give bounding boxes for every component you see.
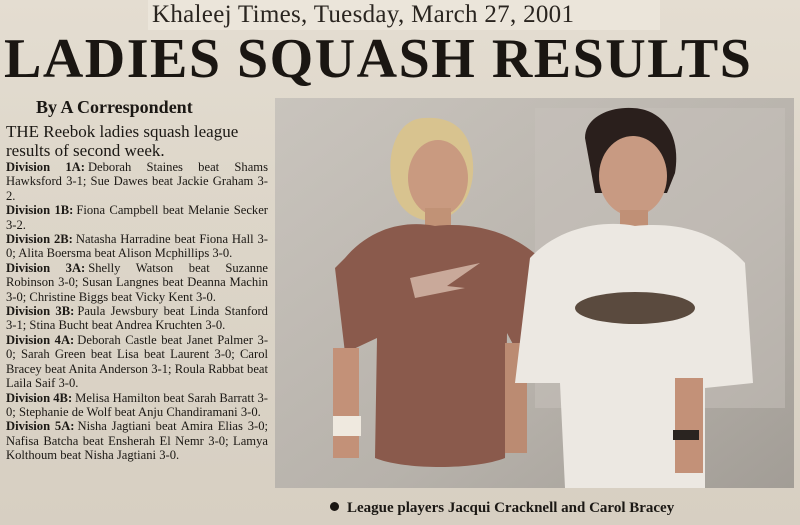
result-text: Nisha Jagtiani beat Amira Elias 3-0; Nafisa Batcha beat Ensherah El Nemr 3-0; Lamya Kolthoum beat Nisha Jagtiani 3-0. — [6, 419, 268, 463]
division-label: Division 3A: — [6, 260, 86, 275]
result-text: Deborah Staines beat Shams Hawksford 3-1; Sue Dawes beat Jackie Graham 3-2. — [6, 160, 268, 203]
right-player-watch — [673, 430, 699, 440]
division-label: Division 1B: — [6, 203, 74, 218]
result-item — [6, 203, 268, 232]
result-item — [6, 391, 268, 420]
result-text: Shelly Watson beat Suzanne Robinson 3-0; Susan Langnes beat Deanna Machin 3-0; Christine Biggs beat Vicky Kent 3-0. — [6, 260, 268, 304]
result-item — [6, 304, 268, 333]
division-label: Division 4A: — [6, 332, 75, 347]
division-label: Division 1A: — [6, 160, 85, 174]
caption-bullet — [330, 502, 339, 511]
division-label: Division 4B: — [6, 390, 73, 405]
headline: LADIES SQUASH RESULTS — [4, 28, 753, 90]
result-text: Fiona Campbell beat Melanie Secker 3-2. — [6, 203, 268, 232]
photo-caption — [330, 497, 790, 519]
result-item — [6, 261, 268, 304]
players-photo — [275, 98, 794, 488]
right-player-arm — [675, 378, 703, 473]
right-player-face — [599, 136, 667, 216]
caption-text: League players Jacqui Cracknell and Carol Bracey — [347, 500, 675, 516]
result-item — [6, 333, 268, 391]
intro-text: THE Reebok ladies squash league results of second week. — [6, 122, 239, 160]
result-text: Paula Jewsbury beat Linda Stanford 3-1; Stina Bucht beat Andrea Kruchten 3-0. — [6, 304, 268, 333]
photo-illustration — [275, 98, 794, 488]
masthead: Khaleej Times, Tuesday, March 27, 2001 — [152, 1, 575, 28]
result-item — [6, 419, 268, 462]
division-label: Division 2B: — [6, 232, 73, 247]
results-list — [6, 160, 268, 463]
left-player-wristband — [333, 416, 361, 436]
result-item — [6, 160, 268, 203]
division-label: Division 3B: — [6, 304, 75, 319]
division-label: Division 5A: — [6, 419, 75, 434]
result-text: Melisa Hamilton beat Sarah Barratt 3-0; Stephanie de Wolf beat Anju Chandiramani 3-0. — [6, 390, 268, 419]
left-player-face — [408, 140, 468, 216]
byline: By A Correspondent — [36, 97, 193, 117]
right-player-logo — [575, 292, 695, 324]
left-player-arm — [333, 348, 359, 458]
result-text: Deborah Castle beat Janet Palmer 3-0; Sarah Green beat Lisa beat Laurent 3-0; Carol Bracey beat Anita Anderson 3-1; Roula Rabbat beat Laila Saif 3-0. — [6, 332, 269, 391]
result-item — [6, 232, 268, 261]
result-text: Natasha Harradine beat Fiona Hall 3-0; Alita Boersma beat Alison Mcphillips 3-0. — [6, 232, 268, 261]
